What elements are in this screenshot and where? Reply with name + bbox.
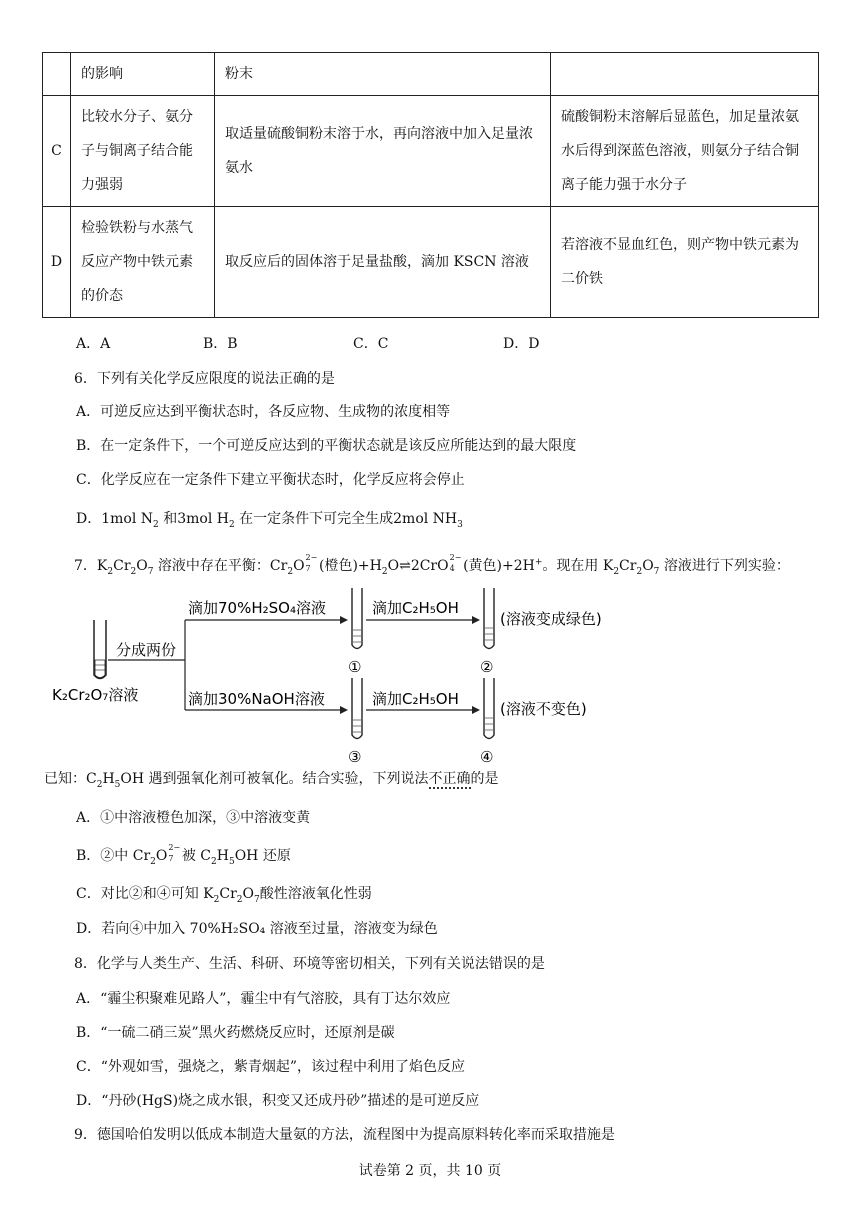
experiment-diagram [0, 580, 860, 770]
purpose-cell: 检验铁粉与水蒸气反应产物中铁元素的价态 [71, 207, 215, 318]
tube-4 [484, 678, 494, 739]
conclusion-cell [551, 53, 819, 96]
q7-option-d[interactable]: D．若向④中加入 70%H₂SO₄ 溶液至过量，溶液变为绿色 [76, 921, 438, 937]
label-2: ② [480, 658, 494, 676]
label-3: ③ [348, 748, 362, 766]
row-letter [43, 53, 71, 96]
q7-option-a[interactable]: A．①中溶液橙色加深，③中溶液变黄 [76, 810, 311, 826]
q8-option-d[interactable]: D．“丹砂(HgS)烧之成水银，积变又还成丹砂”描述的是可逆反应 [76, 1093, 480, 1109]
option-b[interactable]: B．B [203, 336, 238, 352]
row-letter: D [43, 207, 71, 318]
ethanol-top: 滴加C₂H₅OH [372, 599, 459, 617]
operation-cell: 粉末 [215, 53, 551, 96]
label-4: ④ [480, 748, 494, 766]
q8-option-c[interactable]: C．“外观如雪，强烧之，紫青烟起”，该过程中利用了焰色反应 [76, 1059, 466, 1075]
q9-stem: 9．德国哈伯发明以低成本制造大量氨的方法，流程图中为提高原料转化率而采取措施是 [74, 1127, 615, 1143]
source-label: K₂Cr₂O₇溶液 [52, 686, 139, 704]
option-c[interactable]: C．C [353, 336, 389, 352]
q7-known: 已知：$C_2H_5OH$ 遇到强氧化剂可被氧化。结合实验，下列说法不正确的是 [44, 771, 499, 790]
conclusion-cell: 若溶液不显血红色，则产物中铁元素为二价铁 [551, 207, 819, 318]
top-result: (溶液变成绿色) [500, 610, 602, 628]
tube-1 [352, 588, 362, 649]
purpose-cell: 比较水分子、氨分子与铜离子结合能力强弱 [71, 96, 215, 207]
q5-options [76, 333, 539, 353]
split-label: 分成两份 [116, 641, 177, 659]
conclusion-cell: 硫酸铜粉末溶解后显蓝色，加足量浓氨水后得到深蓝色溶液，则氨分子结合铜离子能力强于水分子 [551, 96, 819, 207]
q7-option-b[interactable]: B．②中 $Cr_2O$ 2− 7 被 $C_2H_5OH$ 还原 [76, 843, 291, 867]
tube-2 [484, 588, 494, 649]
q6-option-c[interactable]: C．化学反应在一定条件下建立平衡状态时，化学反应将会停止 [76, 472, 465, 488]
tube-3 [352, 678, 362, 739]
q7-option-c[interactable]: C．对比②和④可知 $K_2Cr_2O_7$酸性溶液氧化性弱 [76, 886, 372, 905]
q6-option-b[interactable]: B．在一定条件下，一个可逆反应达到的平衡状态就是该反应所能达到的最大限度 [76, 438, 577, 454]
bottom-result: (溶液不变色) [500, 700, 587, 718]
operation-cell: 取适量硫酸铜粉末溶于水，再向溶液中加入足量浓氨水 [215, 96, 551, 207]
q6-stem: 6．下列有关化学反应限度的说法正确的是 [74, 371, 335, 387]
operation-cell: 取反应后的固体溶于足量盐酸，滴加 KSCN 溶液 [215, 207, 551, 318]
top-reagent: 滴加70%H₂SO₄溶液 [188, 599, 326, 617]
q8-stem: 8．化学与人类生产、生活、科研、环境等密切相关，下列有关说法错误的是 [74, 956, 545, 972]
q6-option-d[interactable]: D．1mol $N_2$ 和3mol $H_2$ 在一定条件下可完全生成2mol $NH_3$ [76, 511, 463, 530]
bottom-reagent: 滴加30%NaOH溶液 [188, 690, 325, 708]
experiment-table [42, 52, 819, 318]
q7-stem: 7．$K_2Cr_2O_7$ 溶液中存在平衡：$Cr_2O$ 2− 7 (橙色)$+H_2O\rightleftharpoons 2CrO$ 2− 4 (黄色)+2H+。现在用 $K_2Cr_2O_7$ 溶液进行下列实验： [74, 553, 790, 577]
table-row [43, 53, 819, 96]
table-row [43, 207, 819, 318]
q8-option-b[interactable]: B．“一硫二硝三炭”黑火药燃烧反应时，还原剂是碳 [76, 1025, 395, 1041]
q6-option-a[interactable]: A．可逆反应达到平衡状态时，各反应物、生成物的浓度相等 [76, 404, 451, 420]
option-a[interactable]: A．A [76, 336, 111, 352]
option-d[interactable]: D．D [503, 336, 540, 352]
page-footer: 试卷第 2 页，共 10 页 [358, 1163, 502, 1179]
table-row [43, 96, 819, 207]
row-letter: C [43, 96, 71, 207]
label-1: ① [348, 658, 362, 676]
source-test-tube [94, 620, 106, 679]
purpose-cell: 的影响 [71, 53, 215, 96]
q8-option-a[interactable]: A．“霾尘积聚难见路人”，霾尘中有气溶胶，具有丁达尔效应 [76, 991, 451, 1007]
ethanol-bottom: 滴加C₂H₅OH [372, 690, 459, 708]
